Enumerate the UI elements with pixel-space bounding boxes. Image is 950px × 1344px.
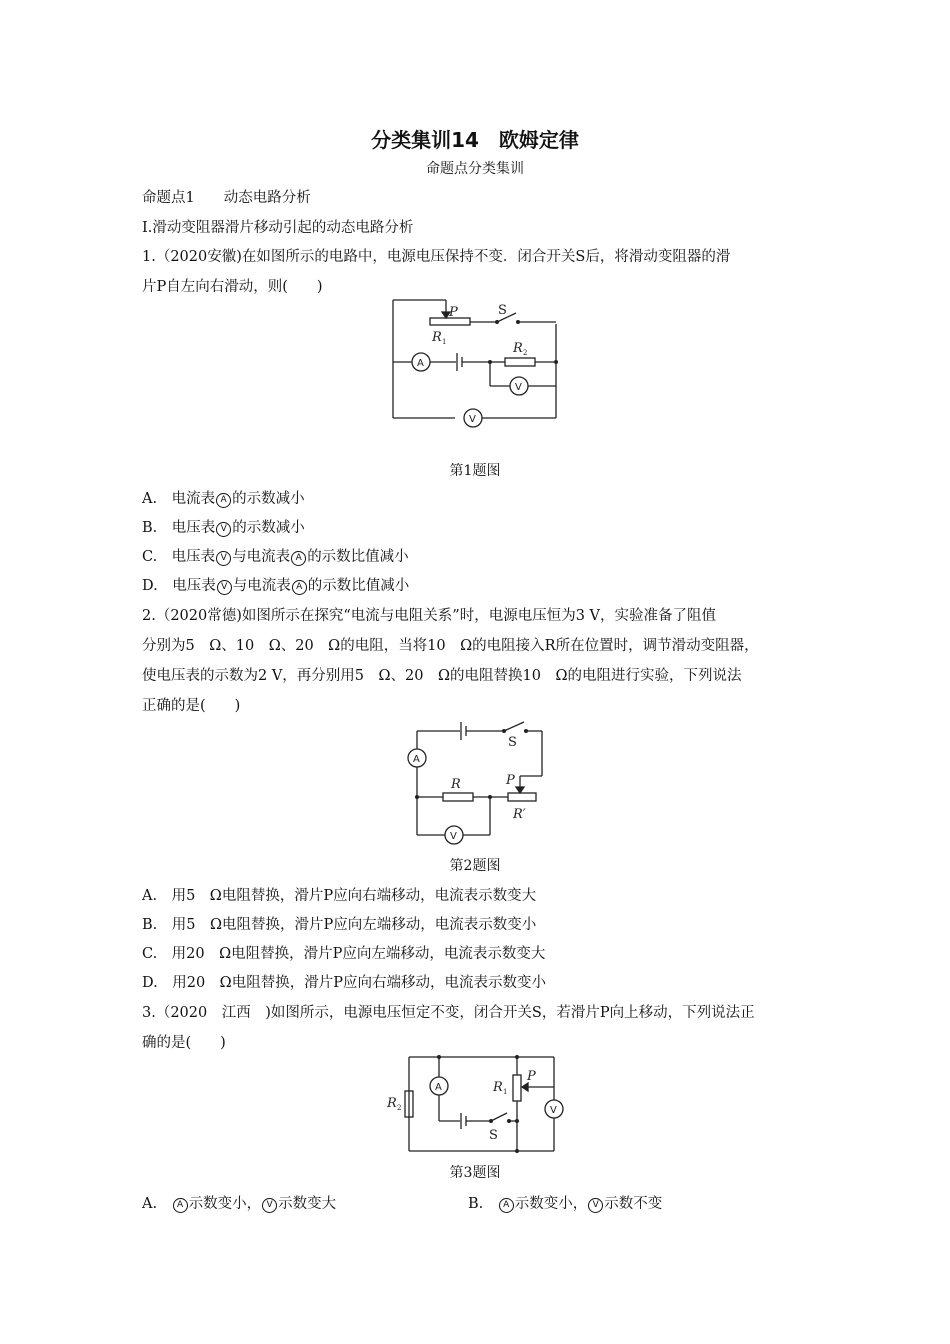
q1-stem-line1: 1.（2020安徽)在如图所示的电路中，电源电压保持不变．闭合开关S后，将滑动变阻器的滑 <box>142 249 731 265</box>
q1-label-p: P <box>449 305 458 320</box>
q2-stem-line1: 2.（2020常德)如图所示在探究“电流与电阻关系”时，电源电压恒为3 V，实验准备了阻值 <box>142 608 717 624</box>
q1-option-c-prefix: C. 电压表 <box>142 549 216 565</box>
q2-stem-line4: 正确的是( ) <box>142 698 241 714</box>
q1-option-b-suffix: 的示数减小 <box>232 520 305 536</box>
q2-voltmeter-label: V <box>450 831 457 842</box>
q1-label-r1-sub: 1 <box>442 338 447 346</box>
ammeter-symbol: A <box>292 580 307 595</box>
q3-stem-line1: 3.（2020 江西 )如图所示，电源电压恒定不变，闭合开关S，若滑片P向上移动，下列说法正 <box>142 1005 755 1021</box>
q1-circuit-diagram <box>380 298 570 438</box>
q2-option-b[interactable]: B. 用5 Ω电阻替换，滑片P应向左端移动，电流表示数变小 <box>142 917 537 933</box>
voltmeter-symbol: V <box>588 1198 603 1213</box>
section-heading: 命题点1 动态电路分析 <box>142 190 311 206</box>
q3-rheostat-r1 <box>513 1075 521 1101</box>
q1-label-r2: R <box>513 341 523 356</box>
voltmeter-symbol: V <box>262 1198 277 1213</box>
q3-label-r1-sub: 1 <box>503 1088 508 1096</box>
q1-option-c-middle: 与电流表 <box>232 549 291 565</box>
q3-option-b-suffix: 示数不变 <box>604 1196 663 1212</box>
q3-stem-line2: 确的是( ) <box>142 1035 226 1051</box>
q3-caption: 第3题图 <box>449 1165 501 1181</box>
q3-option-b-middle: 示数变小， <box>514 1196 588 1212</box>
q3-switch <box>491 1113 507 1121</box>
ammeter-symbol: A <box>499 1198 514 1213</box>
q3-label-p: P <box>527 1069 536 1084</box>
q2-resistor-r <box>443 793 473 801</box>
q1-option-a-prefix: A. 电流表 <box>142 491 216 507</box>
page-title: 分类集训14 欧姆定律 <box>371 128 579 152</box>
q1-stem-line2: 片P自左向右滑动，则( ) <box>142 279 323 295</box>
q1-label-r2-sub: 2 <box>523 349 528 357</box>
q3-option-a-suffix: 示数变大 <box>278 1196 337 1212</box>
q2-option-d[interactable]: D. 用20 Ω电阻替换，滑片P应向右端移动，电流表示数变小 <box>142 975 546 991</box>
q1-option-d-suffix: 的示数比值减小 <box>307 578 410 594</box>
ammeter-symbol: A <box>173 1198 188 1213</box>
q3-option-a-middle: 示数变小， <box>188 1196 262 1212</box>
q1-label-s: S <box>498 303 507 318</box>
q1-option-c-suffix: 的示数比值减小 <box>307 549 409 565</box>
q2-caption: 第2题图 <box>449 858 501 874</box>
q1-option-d-prefix: D. 电压表 <box>142 578 216 594</box>
q2-ammeter-label: A <box>413 754 420 765</box>
voltmeter-symbol: V <box>217 580 232 595</box>
q3-label-r2: R <box>387 1096 397 1111</box>
q3-circuit-diagram <box>385 1053 575 1157</box>
q3-ammeter-label: A <box>435 1082 442 1093</box>
q1-option-a[interactable] <box>142 487 305 508</box>
q2-label-r: R <box>451 777 461 792</box>
q2-option-c[interactable]: C. 用20 Ω电阻替换，滑片P应向左端移动，电流表示数变大 <box>142 946 546 962</box>
q3-label-r2-sub: 2 <box>397 1104 402 1112</box>
q1-resistor-r2 <box>505 358 535 366</box>
q2-stem-line2: 分别为5 Ω、10 Ω、20 Ω的电阻，当将10 Ω的电阻接入R所在位置时，调节滑动变阻器， <box>142 638 759 654</box>
q3-label-r1: R <box>493 1080 503 1095</box>
voltmeter-symbol: V <box>216 551 231 566</box>
q1-option-d-middle: 与电流表 <box>232 578 291 594</box>
subsection-heading: Ⅰ.滑动变阻器滑片移动引起的动态电路分析 <box>142 220 414 236</box>
q2-label-s: S <box>508 735 517 750</box>
q2-label-p: P <box>506 773 515 788</box>
q3-option-a[interactable] <box>142 1192 336 1213</box>
page-subtitle: 命题点分类集训 <box>426 161 524 177</box>
q3-label-s: S <box>489 1128 498 1143</box>
q3-option-b-prefix: B. <box>468 1196 498 1212</box>
q2-switch <box>504 722 524 731</box>
q2-stem-line3: 使电压表的示数为2 V，再分别用5 Ω、20 Ω的电阻替换10 Ω的电阻进行实验，下列说法 <box>142 668 742 684</box>
q2-rheostat <box>508 793 536 801</box>
ammeter-symbol: A <box>291 551 306 566</box>
voltmeter-symbol: V <box>216 522 231 537</box>
q1-option-b-prefix: B. 电压表 <box>142 520 216 536</box>
q3-option-b[interactable] <box>468 1192 662 1213</box>
q1-option-d[interactable] <box>142 574 409 595</box>
q1-label-r1: R <box>432 330 442 345</box>
q1-voltmeter-r2-label: V <box>515 382 522 393</box>
q1-ammeter-label: A <box>417 358 424 369</box>
q2-option-a[interactable]: A. 用5 Ω电阻替换，滑片P应向右端移动，电流表示数变大 <box>142 888 537 904</box>
q1-option-c[interactable] <box>142 545 409 566</box>
q1-caption: 第1题图 <box>449 463 501 479</box>
q3-option-a-prefix: A. <box>142 1196 172 1212</box>
q1-option-a-suffix: 的示数减小 <box>232 491 305 507</box>
ammeter-symbol: A <box>216 493 231 508</box>
q1-option-b[interactable] <box>142 516 305 537</box>
q1-voltmeter-bottom-label: V <box>469 414 476 425</box>
q2-circuit-diagram <box>400 718 560 848</box>
q2-label-r-prime: R′ <box>513 807 526 822</box>
q3-voltmeter-label: V <box>550 1105 557 1116</box>
